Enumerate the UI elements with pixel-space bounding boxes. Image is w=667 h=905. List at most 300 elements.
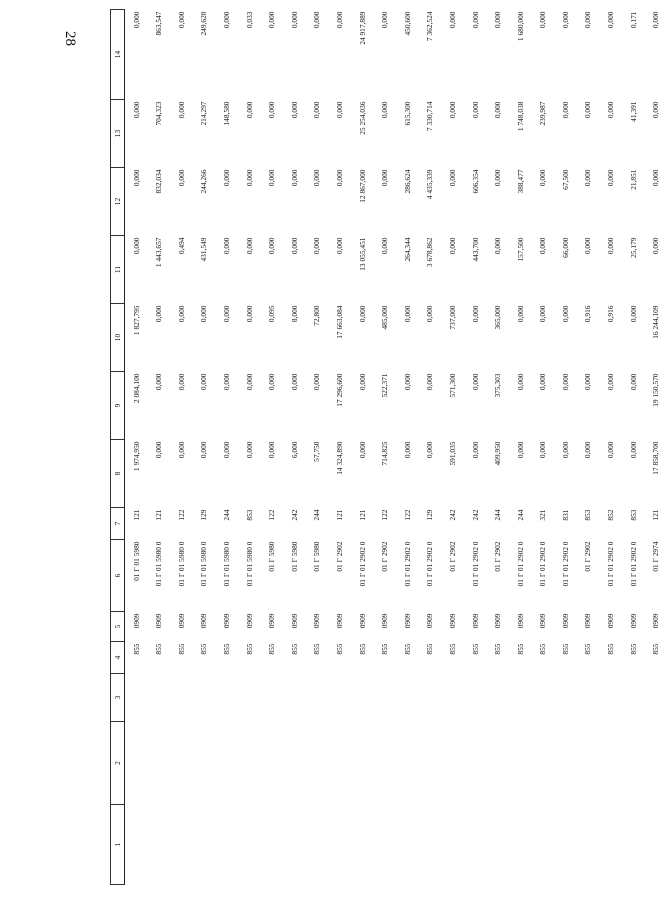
- table-cell-col-8: 0,000: [267, 441, 277, 459]
- table-cell-col-14: 0,000: [289, 11, 299, 29]
- table-cell-col-11: 0,000: [606, 237, 616, 255]
- table-cell-col-14: 249,620: [199, 11, 209, 36]
- table-cell-col-14: 0,000: [538, 11, 548, 29]
- table-cell-col-14: 0,000: [131, 11, 141, 29]
- table-cell-col-10: 16 244,109: [651, 305, 661, 339]
- table-cell-col-12: 0,000: [380, 169, 390, 187]
- table-cell-col-8: 0,000: [606, 441, 616, 459]
- table-cell-col-4: 855: [560, 643, 570, 655]
- table-cell-col-4: 855: [154, 643, 164, 655]
- table-cell-col-12: 0,000: [267, 169, 277, 187]
- table-cell-col-12: 0,000: [221, 169, 231, 187]
- table-cell-col-4: 855: [470, 643, 480, 655]
- table-row: [170, 10, 193, 885]
- table-cell-col-14: 7 362,524: [425, 11, 435, 42]
- table-cell-col-3: [351, 674, 374, 722]
- table-cell-col-7: 831: [560, 509, 570, 521]
- table-cell-col-9: 0,000: [560, 373, 570, 391]
- table-cell-col-8: 0,000: [244, 441, 254, 459]
- table-cell-col-3: [577, 674, 600, 722]
- column-header-7: 7: [111, 508, 125, 540]
- table-cell-col-10: 0,000: [402, 305, 412, 323]
- table-cell-col-8: 17 858,700: [651, 441, 661, 475]
- table-cell-col-2: [396, 722, 419, 805]
- table-cell-col-9: 375,303: [493, 373, 503, 398]
- table-cell-col-3: [599, 674, 622, 722]
- table-cell-col-3: [396, 674, 419, 722]
- table-cell-col-4: 855: [244, 643, 254, 655]
- table-cell-col-8: 0,000: [176, 441, 186, 459]
- table-cell-col-13: 0,000: [312, 101, 322, 119]
- table-cell-col-7: 244: [515, 509, 525, 521]
- table-cell-col-8: 0,000: [199, 441, 209, 459]
- table-row: [396, 10, 419, 885]
- table-cell-col-4: 855: [289, 643, 299, 655]
- table-cell-col-5: 0909: [560, 613, 570, 629]
- table-cell-col-4: 855: [267, 643, 277, 655]
- table-cell-col-4: 855: [583, 643, 593, 655]
- table-cell-col-10: 737,000: [447, 305, 457, 330]
- table-cell-col-7: 242: [470, 509, 480, 521]
- table-cell-col-5: 0909: [289, 613, 299, 629]
- table-row: [261, 10, 284, 885]
- table-cell-col-1: [306, 805, 329, 885]
- table-cell-col-2: [193, 722, 216, 805]
- table-cell-col-6: 01 Г 01 5980 0: [244, 541, 254, 587]
- table-cell-col-14: 1 680,000: [515, 11, 525, 42]
- table-cell-col-13: 0,000: [651, 101, 661, 119]
- table-cell-col-1: [351, 805, 374, 885]
- table-row: [441, 10, 464, 885]
- table-cell-col-3: [419, 674, 442, 722]
- table-cell-col-2: [509, 722, 532, 805]
- table-cell-col-6: 01 Г 2902: [493, 541, 503, 572]
- table-row: [487, 10, 510, 885]
- table-cell-col-8: 0,000: [357, 441, 367, 459]
- table-cell-col-11: 0,000: [334, 237, 344, 255]
- table-cell-col-1: [464, 805, 487, 885]
- table-cell-col-11: 0,494: [176, 237, 186, 255]
- table-row: [125, 10, 148, 885]
- table-cell-col-13: 0,000: [470, 101, 480, 119]
- table-cell-col-7: 121: [651, 509, 661, 521]
- table-cell-col-4: 855: [131, 643, 141, 655]
- table-cell-col-9: 0,000: [538, 373, 548, 391]
- table-cell-col-9: 0,000: [176, 373, 186, 391]
- table-cell-col-10: 0,095: [267, 305, 277, 323]
- column-header-10: 10: [111, 304, 125, 372]
- table-cell-col-8: 714,825: [380, 441, 390, 466]
- table-cell-col-3: [215, 674, 238, 722]
- table-cell-col-9: 0,000: [154, 373, 164, 391]
- table-cell-col-5: 0909: [334, 613, 344, 629]
- table-cell-col-12: 286,624: [402, 169, 412, 194]
- table-cell-col-3: [374, 674, 397, 722]
- table-cell-col-5: 0909: [221, 613, 231, 629]
- table-cell-col-7: 853: [628, 509, 638, 521]
- table-cell-col-10: 365,000: [493, 305, 503, 330]
- table-row: [238, 10, 261, 885]
- table-cell-col-9: 0,000: [515, 373, 525, 391]
- table-cell-col-1: [170, 805, 193, 885]
- table-cell-col-1: [193, 805, 216, 885]
- table-cell-col-5: 0909: [154, 613, 164, 629]
- table-cell-col-6: 01 Г 2974: [651, 541, 661, 572]
- table-cell-col-5: 0909: [176, 613, 186, 629]
- column-header-1: 1: [111, 805, 125, 885]
- table-cell-col-5: 0909: [606, 613, 616, 629]
- table-cell-col-14: 0,000: [334, 11, 344, 29]
- table-cell-col-9: 0,000: [312, 373, 322, 391]
- table-cell-col-12: 0,000: [606, 169, 616, 187]
- table-cell-col-8: 0,000: [402, 441, 412, 459]
- table-cell-col-8: 0,000: [538, 441, 548, 459]
- table-cell-col-7: 242: [447, 509, 457, 521]
- table-cell-col-10: 0,000: [425, 305, 435, 323]
- table-cell-col-3: [283, 674, 306, 722]
- table-cell-col-14: 0,000: [493, 11, 503, 29]
- table-cell-col-11: 0,000: [447, 237, 457, 255]
- table-cell-col-13: 0,000: [447, 101, 457, 119]
- table-cell-col-10: 72,800: [312, 305, 322, 326]
- table-cell-col-6: 01 Г 01 5980: [131, 541, 141, 581]
- table-cell-col-12: 0,000: [334, 169, 344, 187]
- table-cell-col-1: [374, 805, 397, 885]
- table-cell-col-11: 264,344: [402, 237, 412, 262]
- table-cell-col-2: [238, 722, 261, 805]
- table-cell-col-2: [577, 722, 600, 805]
- table-cell-col-9: 19 150,570: [651, 373, 661, 407]
- table-cell-col-12: 0,000: [493, 169, 503, 187]
- table-cell-col-9: 0,000: [199, 373, 209, 391]
- table-cell-col-10: 17 663,084: [334, 305, 344, 339]
- table-cell-col-8: 0,000: [628, 441, 638, 459]
- table-cell-col-14: 0,000: [176, 11, 186, 29]
- table-cell-col-1: [419, 805, 442, 885]
- column-header-9: 9: [111, 372, 125, 440]
- table-cell-col-11: 1 443,657: [154, 237, 164, 268]
- table-cell-col-10: 0,000: [560, 305, 570, 323]
- table-cell-col-11: 0,000: [244, 237, 254, 255]
- table-cell-col-11: 66,000: [560, 237, 570, 258]
- table-cell-col-4: 855: [606, 643, 616, 655]
- table-cell-col-2: [261, 722, 284, 805]
- table-cell-col-6: 01 Г 01 2902 0: [470, 541, 480, 587]
- table-cell-col-8: 0,000: [515, 441, 525, 459]
- table-cell-col-9: 0,000: [244, 373, 254, 391]
- table-cell-col-2: [306, 722, 329, 805]
- table-row: [215, 10, 238, 885]
- table-cell-col-4: 855: [334, 643, 344, 655]
- table-cell-col-14: 0,000: [447, 11, 457, 29]
- page-number: 28: [62, 31, 78, 46]
- table-cell-col-12: 67,500: [560, 169, 570, 190]
- table-cell-col-3: [554, 674, 577, 722]
- table-cell-col-14: 450,600: [402, 11, 412, 36]
- table-cell-col-5: 0909: [380, 613, 390, 629]
- table-cell-col-8: 591,035: [447, 441, 457, 466]
- column-header-4: 4: [111, 642, 125, 674]
- table-cell-col-2: [554, 722, 577, 805]
- table-cell-col-7: 853: [583, 509, 593, 521]
- column-header-5: 5: [111, 612, 125, 642]
- table-cell-col-1: [532, 805, 555, 885]
- table-cell-col-6: 01 Г 01 5980 0: [176, 541, 186, 587]
- table-cell-col-4: 855: [199, 643, 209, 655]
- table-row: [283, 10, 306, 885]
- table-cell-col-14: 0,000: [267, 11, 277, 29]
- table-cell-col-1: [509, 805, 532, 885]
- table-cell-col-10: 0,000: [538, 305, 548, 323]
- table-cell-col-5: 0909: [425, 613, 435, 629]
- table-cell-col-13: 41,391: [628, 101, 638, 122]
- table-row: [306, 10, 329, 885]
- table-cell-col-11: 25,179: [628, 237, 638, 258]
- table-row: [645, 10, 667, 885]
- table-cell-col-5: 0909: [402, 613, 412, 629]
- table-cell-col-5: 0909: [267, 613, 277, 629]
- table-cell-col-3: [261, 674, 284, 722]
- table-cell-col-2: [599, 722, 622, 805]
- table-cell-col-3: [238, 674, 261, 722]
- table-cell-col-10: 0,000: [515, 305, 525, 323]
- table-row: [622, 10, 645, 885]
- table-cell-col-13: 0,000: [334, 101, 344, 119]
- table-cell-col-12: 0,000: [538, 169, 548, 187]
- table-cell-col-1: [328, 805, 351, 885]
- table-cell-col-7: 244: [221, 509, 231, 521]
- table-cell-col-7: 122: [380, 509, 390, 521]
- table-row: [532, 10, 555, 885]
- table-cell-col-4: 855: [651, 643, 661, 655]
- table-cell-col-12: 0,000: [651, 169, 661, 187]
- table-cell-col-13: 0,000: [131, 101, 141, 119]
- table-cell-col-3: [464, 674, 487, 722]
- table-cell-col-10: 0,000: [470, 305, 480, 323]
- table-cell-col-6: 01 Г 5980: [267, 541, 277, 572]
- table-cell-col-10: 0,000: [154, 305, 164, 323]
- table-cell-col-7: 321: [538, 509, 548, 521]
- budget-table: [110, 9, 667, 885]
- table-cell-col-11: 13 055,451: [357, 237, 367, 271]
- table-cell-col-1: [261, 805, 284, 885]
- table-cell-col-6: 01 Г 01 2902 0: [538, 541, 548, 587]
- table-cell-col-12: 0,000: [131, 169, 141, 187]
- table-row: [599, 10, 622, 885]
- table-cell-col-14: 0,171: [628, 11, 638, 29]
- table-cell-col-9: 0,000: [402, 373, 412, 391]
- table-cell-col-4: 855: [357, 643, 367, 655]
- table-cell-col-5: 0909: [651, 613, 661, 629]
- column-header-12: 12: [111, 168, 125, 236]
- table-cell-col-8: 6,000: [289, 441, 299, 459]
- table-cell-col-1: [554, 805, 577, 885]
- table-cell-col-1: [238, 805, 261, 885]
- table-cell-col-7: 121: [357, 509, 367, 521]
- rotated-table-wrapper: [110, 10, 661, 885]
- table-cell-col-11: 443,700: [470, 237, 480, 262]
- table-cell-col-14: 0,000: [651, 11, 661, 29]
- table-cell-col-8: 0,000: [470, 441, 480, 459]
- table-cell-col-6: 01 Г 01 5980 0: [221, 541, 231, 587]
- column-header-11: 11: [111, 236, 125, 304]
- table-cell-col-11: 3 678,862: [425, 237, 435, 268]
- table-cell-col-10: 0,916: [583, 305, 593, 323]
- table-cell-col-6: 01 Г 01 2902 0: [357, 541, 367, 587]
- table-cell-col-13: 0,000: [267, 101, 277, 119]
- column-header-14: 14: [111, 10, 125, 100]
- table-cell-col-5: 0909: [583, 613, 593, 629]
- table-cell-col-12: 0,000: [289, 169, 299, 187]
- table-cell-col-5: 0909: [131, 613, 141, 629]
- table-cell-col-12: 12 867,000: [357, 169, 367, 203]
- table-cell-col-1: [577, 805, 600, 885]
- table-body: [125, 10, 667, 885]
- table-cell-col-4: 855: [402, 643, 412, 655]
- table-row: [509, 10, 532, 885]
- table-cell-col-9: 0,000: [221, 373, 231, 391]
- table-cell-col-8: 0,000: [560, 441, 570, 459]
- table-cell-col-7: 121: [334, 509, 344, 521]
- table-cell-col-4: 855: [176, 643, 186, 655]
- table-cell-col-9: 0,000: [470, 373, 480, 391]
- table-cell-col-11: 0,000: [651, 237, 661, 255]
- table-cell-col-4: 855: [221, 643, 231, 655]
- table-cell-col-13: 239,987: [538, 101, 548, 126]
- table-cell-col-8: 409,950: [493, 441, 503, 466]
- table-cell-col-14: 0,000: [606, 11, 616, 29]
- table-cell-col-11: 0,000: [583, 237, 593, 255]
- table-cell-col-5: 0909: [628, 613, 638, 629]
- table-cell-col-11: 0,000: [267, 237, 277, 255]
- table-cell-col-10: 0,000: [357, 305, 367, 323]
- table-cell-col-10: 8,000: [289, 305, 299, 323]
- table-cell-col-13: 0,000: [560, 101, 570, 119]
- table-cell-col-14: 0,000: [312, 11, 322, 29]
- table-cell-col-13: 0,000: [289, 101, 299, 119]
- table-cell-col-7: 122: [267, 509, 277, 521]
- table-cell-col-13: 0,000: [493, 101, 503, 119]
- table-row: [374, 10, 397, 885]
- table-row: [193, 10, 216, 885]
- table-cell-col-4: 855: [312, 643, 322, 655]
- table-row: [464, 10, 487, 885]
- table-cell-col-2: [125, 722, 148, 805]
- table-cell-col-5: 0909: [244, 613, 254, 629]
- table-cell-col-8: 14 324,890: [334, 441, 344, 475]
- table-cell-col-8: 1 974,950: [131, 441, 141, 472]
- column-header-13: 13: [111, 100, 125, 168]
- table-cell-col-1: [645, 805, 667, 885]
- table-cell-col-5: 0909: [493, 613, 503, 629]
- table-cell-col-1: [396, 805, 419, 885]
- table-cell-col-6: 01 Г 01 2902 0: [515, 541, 525, 587]
- table-cell-col-14: 0,033: [244, 11, 254, 29]
- table-cell-col-12: 21,851: [628, 169, 638, 190]
- table-cell-col-7: 129: [199, 509, 209, 521]
- table-cell-col-13: 25 254,036: [357, 101, 367, 135]
- table-cell-col-6: 01 Г 2902: [380, 541, 390, 572]
- table-cell-col-12: 388,477: [515, 169, 525, 194]
- table-cell-col-7: 244: [493, 509, 503, 521]
- table-cell-col-11: 0,000: [380, 237, 390, 255]
- table-cell-col-12: 832,034: [154, 169, 164, 194]
- table-cell-col-8: 0,000: [583, 441, 593, 459]
- table-cell-col-1: [215, 805, 238, 885]
- table-cell-col-7: 852: [606, 509, 616, 521]
- table-cell-col-10: 0,000: [176, 305, 186, 323]
- table-cell-col-1: [125, 805, 148, 885]
- table-cell-col-2: [170, 722, 193, 805]
- table-cell-col-7: 129: [425, 509, 435, 521]
- table-cell-col-2: [622, 722, 645, 805]
- table-row: [328, 10, 351, 885]
- table-cell-col-5: 0909: [470, 613, 480, 629]
- table-cell-col-2: [328, 722, 351, 805]
- table-cell-col-1: [441, 805, 464, 885]
- table-cell-col-12: 0,000: [583, 169, 593, 187]
- table-cell-col-4: 855: [493, 643, 503, 655]
- table-cell-col-13: 7 330,714: [425, 101, 435, 132]
- table-row: [419, 10, 442, 885]
- column-header-3: 3: [111, 674, 125, 722]
- table-cell-col-6: 01 Г 5980: [312, 541, 322, 572]
- table-cell-col-6: 01 Г 5980: [289, 541, 299, 572]
- table-cell-col-9: 0,000: [606, 373, 616, 391]
- table-cell-col-3: [509, 674, 532, 722]
- table-cell-col-1: [599, 805, 622, 885]
- table-cell-col-10: 0,916: [606, 305, 616, 323]
- table-cell-col-3: [328, 674, 351, 722]
- table-cell-col-6: 01 Г 01 2902 0: [628, 541, 638, 587]
- table-cell-col-6: 01 Г 01 2902 0: [560, 541, 570, 587]
- table-cell-col-8: 0,000: [221, 441, 231, 459]
- column-header-2: 2: [111, 722, 125, 805]
- table-cell-col-9: 0,000: [583, 373, 593, 391]
- table-cell-col-2: [283, 722, 306, 805]
- table-cell-col-7: 121: [131, 509, 141, 521]
- table-cell-col-4: 855: [538, 643, 548, 655]
- column-header-6: 6: [111, 540, 125, 612]
- table-cell-col-12: 0,000: [312, 169, 322, 187]
- table-cell-col-2: [148, 722, 171, 805]
- table-cell-col-3: [622, 674, 645, 722]
- table-cell-col-7: 121: [154, 509, 164, 521]
- table-cell-col-7: 244: [312, 509, 322, 521]
- table-cell-col-13: 704,323: [154, 101, 164, 126]
- table-cell-col-2: [532, 722, 555, 805]
- table-cell-col-8: 0,000: [425, 441, 435, 459]
- table-cell-col-13: 214,297: [199, 101, 209, 126]
- table-cell-col-12: 606,354: [470, 169, 480, 194]
- table-cell-col-11: 0,000: [538, 237, 548, 255]
- table-cell-col-10: 0,000: [199, 305, 209, 323]
- table-cell-col-3: [645, 674, 667, 722]
- table-cell-col-1: [622, 805, 645, 885]
- table-cell-col-9: 2 084,100: [131, 373, 141, 404]
- table-cell-col-13: 0,000: [380, 101, 390, 119]
- table-cell-col-10: 485,000: [380, 305, 390, 330]
- table-cell-col-3: [532, 674, 555, 722]
- table-cell-col-11: 157,500: [515, 237, 525, 262]
- table-cell-col-11: 0,000: [131, 237, 141, 255]
- table-cell-col-14: 863,547: [154, 11, 164, 36]
- table-cell-col-2: [215, 722, 238, 805]
- table-cell-col-9: 522,371: [380, 373, 390, 398]
- table-cell-col-6: 01 Г 01 5980 0: [154, 541, 164, 587]
- table-cell-col-9: 0,000: [357, 373, 367, 391]
- table-cell-col-13: 0,000: [606, 101, 616, 119]
